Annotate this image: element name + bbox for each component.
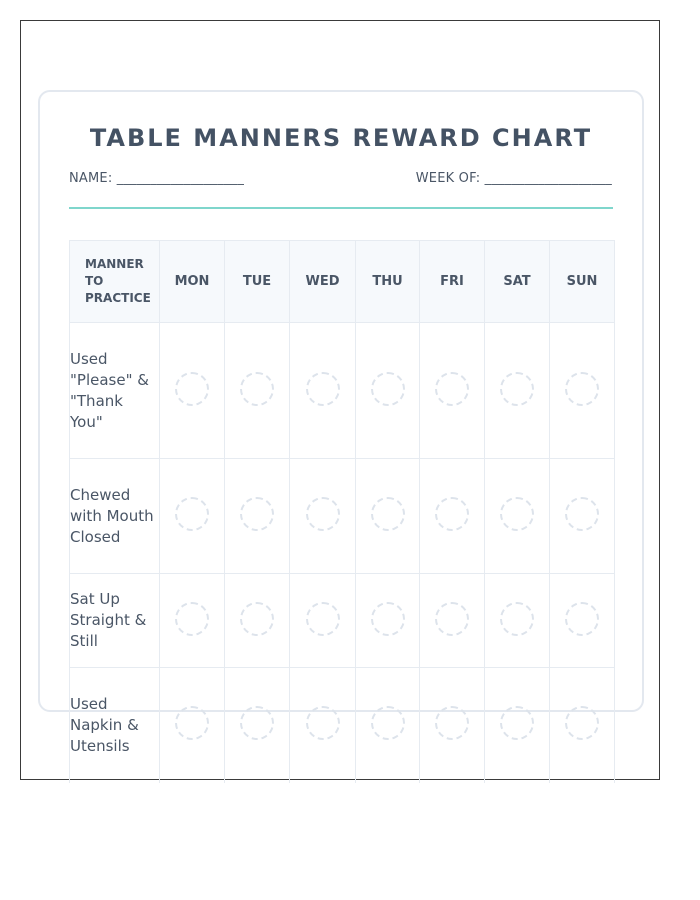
day-slot[interactable] [160, 668, 225, 783]
manner-label: Chewed with Mouth Closed [70, 459, 160, 574]
day-slot[interactable] [225, 668, 290, 783]
dashed-circle-icon [565, 706, 599, 740]
dashed-circle-icon [435, 372, 469, 406]
name-field: NAME: ___________________ [69, 171, 245, 186]
day-slot[interactable] [356, 668, 420, 783]
day-slot[interactable] [550, 668, 615, 783]
table-row [70, 459, 615, 574]
day-slot[interactable] [160, 323, 225, 459]
dashed-circle-icon [175, 372, 209, 406]
dashed-circle-icon [371, 602, 405, 636]
day-slot[interactable] [290, 574, 356, 668]
dashed-circle-icon [175, 706, 209, 740]
day-slot[interactable] [290, 323, 356, 459]
manner-label: Used Napkin & Utensils [70, 668, 160, 783]
dashed-circle-icon [565, 497, 599, 531]
dashed-circle-icon [306, 497, 340, 531]
dashed-circle-icon [175, 497, 209, 531]
column-header-day: WED [290, 241, 356, 323]
dashed-circle-icon [500, 372, 534, 406]
day-slot[interactable] [420, 668, 485, 783]
dashed-circle-icon [565, 372, 599, 406]
dashed-circle-icon [500, 602, 534, 636]
dashed-circle-icon [435, 706, 469, 740]
header-divider [69, 207, 613, 209]
column-header-manner: MANNER TO PRACTICE [70, 241, 160, 323]
day-slot[interactable] [356, 574, 420, 668]
column-header-day: THU [356, 241, 420, 323]
day-slot[interactable] [225, 574, 290, 668]
week-of-field: WEEK OF: ___________________ [415, 171, 612, 186]
page-title: TABLE MANNERS REWARD CHART [89, 124, 593, 152]
dashed-circle-icon [371, 372, 405, 406]
day-slot[interactable] [485, 459, 550, 574]
dashed-circle-icon [500, 706, 534, 740]
dashed-circle-icon [435, 497, 469, 531]
day-slot[interactable] [356, 323, 420, 459]
day-slot[interactable] [225, 323, 290, 459]
column-header-day: FRI [420, 241, 485, 323]
day-slot[interactable] [356, 459, 420, 574]
dashed-circle-icon [240, 706, 274, 740]
manner-label: Used "Please" & "Thank You" [70, 323, 160, 459]
dashed-circle-icon [565, 602, 599, 636]
dashed-circle-icon [435, 602, 469, 636]
dashed-circle-icon [371, 706, 405, 740]
day-slot[interactable] [550, 574, 615, 668]
dashed-circle-icon [240, 372, 274, 406]
table-row [70, 323, 615, 459]
day-slot[interactable] [290, 459, 356, 574]
column-header-day: MON [160, 241, 225, 323]
dashed-circle-icon [371, 497, 405, 531]
day-slot[interactable] [485, 323, 550, 459]
column-header-day: SAT [485, 241, 550, 323]
day-slot[interactable] [550, 459, 615, 574]
day-slot[interactable] [420, 459, 485, 574]
column-header-day: TUE [225, 241, 290, 323]
table-row [70, 574, 615, 668]
column-header-day: SUN [550, 241, 615, 323]
dashed-circle-icon [240, 497, 274, 531]
dashed-circle-icon [175, 602, 209, 636]
dashed-circle-icon [306, 602, 340, 636]
day-slot[interactable] [420, 323, 485, 459]
day-slot[interactable] [420, 574, 485, 668]
dashed-circle-icon [306, 706, 340, 740]
day-slot[interactable] [290, 668, 356, 783]
dashed-circle-icon [240, 602, 274, 636]
day-slot[interactable] [160, 574, 225, 668]
table-row [70, 668, 615, 783]
day-slot[interactable] [485, 668, 550, 783]
day-slot[interactable] [160, 459, 225, 574]
table-header-row [70, 241, 615, 323]
dashed-circle-icon [500, 497, 534, 531]
day-slot[interactable] [485, 574, 550, 668]
day-slot[interactable] [550, 323, 615, 459]
manner-label: Sat Up Straight & Still [70, 574, 160, 668]
day-slot[interactable] [225, 459, 290, 574]
reward-table [69, 240, 615, 783]
dashed-circle-icon [306, 372, 340, 406]
